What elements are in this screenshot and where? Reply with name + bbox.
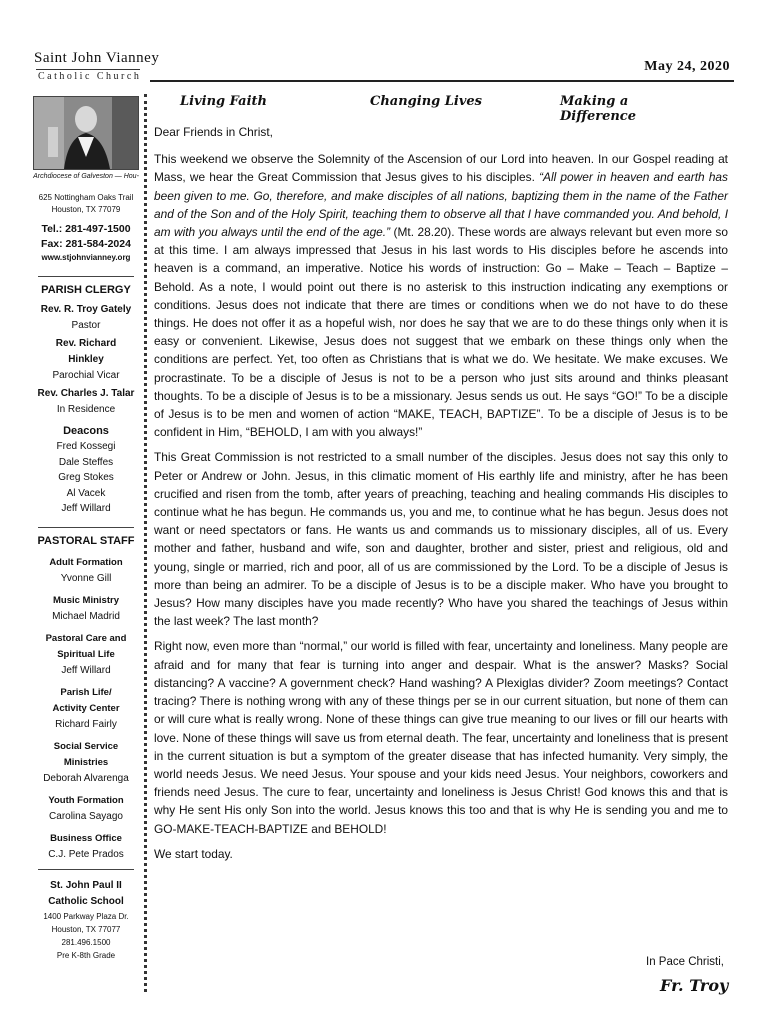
school-info: Pre K-8th Grade [56, 950, 116, 960]
staff-name: Carolina Sayago [49, 810, 123, 822]
church-subtitle: Catholic Church [38, 71, 142, 82]
staff-name: C.J. Pete Prados [48, 848, 124, 860]
church-masthead [34, 50, 159, 82]
column-divider [144, 94, 147, 992]
deacon-name: Jeff Willard [61, 503, 111, 514]
deacon-name: Dale Steffes [58, 456, 114, 468]
motto: Living Faith [180, 94, 267, 109]
clergy-role: Pastor [71, 320, 101, 331]
deacon-name: Al Vacek [66, 487, 106, 499]
staff-name: Michael Madrid [52, 610, 120, 622]
pastor-letter [154, 123, 728, 870]
staff-title: Youth Formation [48, 794, 124, 806]
parish-clergy-heading: PARISH CLERGY [41, 284, 131, 296]
letter-text: (Mt. 28.20). These words are always relevant but even more so at this time. I am always impressed that Jesus in his last words to His disciples before he ascends into heaven is a command, an imperative. Notice his words of instruction: Go – Make – Teach – Baptize – Behold. As a note, I would point out there is no asterisk to this instruction indicating any exemptions or conditions. Jesus does not indicate that there are times or conditions when we do not have to do these things. He does not offer it as a hopeful wish, nor does he say that we are to do these things only when it is easy or convenient. Likewise, Jesus does not suggest that we embark on these things only when the conditions are perfect. Yet, too often as Christians that is what we do. We hesitate. We make excuses. We procrastinate. To be a disciple of Jesus is not to be a person who just sits around and thinks pleasant thoughts. To be a disciple of Jesus is to be a missionary. Jesus sends us out. He says “GO!” To be a disciple of Jesus is to be men and women of action “MAKE, TEACH, BAPTIZE”. To be a disciple of Jesus is to be confident in Him, “BEHOLD, I am with you always!” [154, 225, 728, 440]
sidebar-divider [38, 276, 134, 277]
motto: Changing Lives [370, 94, 482, 109]
letter-paragraph: We start today. [154, 846, 233, 861]
church-name: Saint John Vianney [34, 50, 160, 66]
school-info: 281.496.1500 [61, 937, 111, 947]
scripture-quote: “All power in heaven and earth has been given to me. Go, therefore, and make disciples of all nations, baptizing them in the name of the Father and of the Son and of the Holy Spirit, teaching them to observe all that I have commanded you. And behold, I am with you always until the end of the age.” [154, 170, 728, 240]
deacon-name: Greg Stokes [58, 472, 114, 483]
website: www.stjohnvianney.org [41, 253, 131, 262]
saint-portrait-icon [34, 97, 138, 169]
clergy-role: In Residence [56, 404, 116, 415]
pastor-signature: Fr. Troy [660, 976, 729, 995]
staff-title: Music Ministry [53, 594, 119, 606]
sidebar-divider [38, 527, 134, 528]
clergy-name: Rev. R. Troy Gately [40, 304, 132, 315]
header-divider [150, 80, 734, 82]
school-info: 1400 Parkway Plaza Dr. [43, 911, 129, 921]
patron-saint-photo [33, 96, 139, 170]
letter-greeting: Dear Friends in Christ, [154, 125, 273, 139]
phone-number: Tel.: 281-497-1500 [41, 223, 131, 235]
staff-title: Adult Formation [49, 556, 123, 568]
staff-title: Pastoral Care and Spiritual Life [45, 632, 127, 660]
archdiocese-label: Archdiocese of Galveston — Hou- [33, 173, 139, 180]
motto: Making a Difference [560, 94, 636, 124]
pastoral-staff-heading: PASTORAL STAFF [37, 534, 135, 547]
deacons-heading: Deacons [63, 425, 109, 437]
letter-paragraph: This Great Commission is not restricted to a small number of the disciples. Jesus does not say this only to Peter or Andrew or John. Jesus, in this climatic moment of His earthly life and ministry, after he has been crucified and risen from the tomb, after years of preaching, teaching and healing commands His disciples to continue what he has begun. He commands us, you and me, to continue what he has begun. Jesus does not want or need spectators or fans. He wants us and commands us to missionary disciples, all of us. Every mother and father, husband and wife, son and daughter, brother and sister, priest and religious, old and young, single or married, rich and poor, all of us are commissioned by the Lord. To be a disciple of Jesus is more than being an admirer. To be a disciple of Jesus is to be a disciple maker. Who have you brought to Jesus? How many disciples have you made recently? Who have you shared the teachings of Jesus within the last week? The last month? [154, 450, 728, 629]
address-line-1: 625 Nottingham Oaks Trail [38, 193, 134, 202]
staff-name: Jeff Willard [61, 664, 111, 676]
letter-text: This weekend we observe the Solemnity of the Ascension of our Lord into heaven. In our Gospel reading at Mass, we hear the Great Commission that Jesus gives to his disciples. [154, 152, 728, 185]
deacon-name: Fred Kossegi [56, 441, 116, 452]
fax-number: Fax: 281-584-2024 [41, 238, 131, 250]
clergy-name: Rev. Richard Hinkley [55, 338, 117, 365]
school-name: St. John Paul II Catholic School [48, 879, 124, 907]
sidebar-divider [38, 869, 134, 870]
clergy-role: Parochial Vicar [52, 370, 120, 381]
masthead-rule [36, 69, 140, 70]
staff-name: Deborah Alvarenga [43, 772, 129, 784]
letter-closing: In Pace Christi, [646, 956, 724, 968]
address-line-2: Houston, TX 77079 [51, 205, 121, 214]
sidebar [32, 96, 140, 962]
staff-name: Richard Fairly [55, 718, 117, 730]
clergy-name: Rev. Charles J. Talar [37, 388, 135, 399]
letter-paragraph [154, 150, 728, 441]
letter-paragraph: Right now, even more than “normal,” our world is filled with fear, uncertainty and loneliness. Many people are afraid and for many that fear is turning into anger and despair. What is the answer? Masks? Social distancing? A vaccine? A government check? Hand washing? A Plexiglas divider? Zoom meetings? Contact tracing? There is nothing wrong with any of these things per se in our current situation, but none of them can or will cure what is really wrong. None of these things can give true meaning to our lives or fill our hearts with love. None of these things will save us from eternal death. The fear, uncertainty and loneliness that is present in the current situation is but a symptom of the greater disease that has infected humanity. Very simply, the world needs Jesus. We need Jesus. Your spouse and your kids need Jesus. Your neighbors, coworkers and friends need Jesus. The cure to fear, uncertainty and loneliness is Jesus Christ! God knows this and that is why He sent His only Son into the world. Jesus knows this too and that is why He is sending you and me to GO-MAKE-TEACH-BAPTIZE and BEHOLD! [154, 639, 728, 836]
school-info: Houston, TX 77077 [51, 924, 121, 934]
staff-title: Parish Life/ Activity Center [52, 686, 120, 714]
staff-title: Business Office [50, 832, 122, 844]
staff-name: Yvonne Gill [60, 572, 112, 584]
bulletin-date: May 24, 2020 [644, 59, 730, 74]
motto-bar [176, 94, 706, 124]
staff-title: Social Service Ministries [53, 740, 119, 768]
